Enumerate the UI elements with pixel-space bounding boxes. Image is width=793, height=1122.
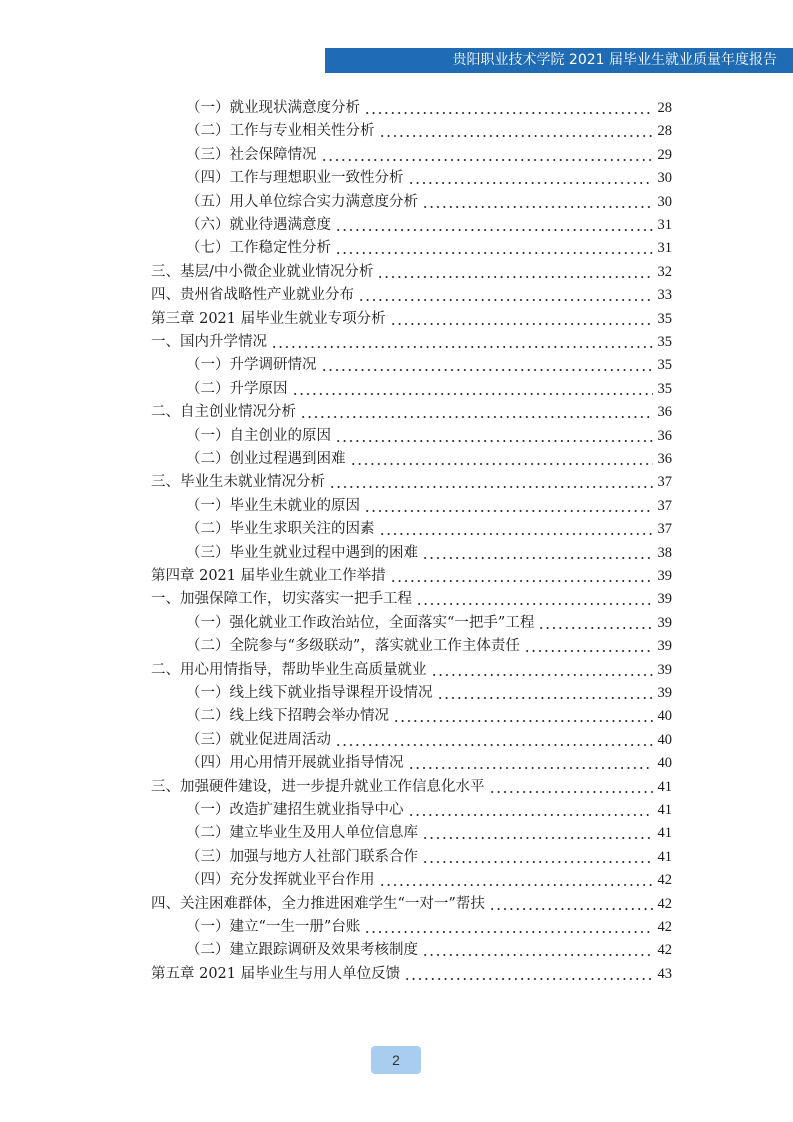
toc-leader-dots: [379, 533, 654, 535]
toc-entry-label: 二、用心用情指导，帮助毕业生高质量就业: [151, 661, 427, 678]
toc-entry[interactable]: [151, 775, 672, 797]
toc-entry[interactable]: [186, 96, 672, 118]
toc-entry[interactable]: [151, 962, 672, 984]
toc-entry[interactable]: [186, 868, 672, 890]
toc-entry-label: 三、毕业生未就业情况分析: [151, 474, 325, 491]
toc-leader-dots: [408, 182, 654, 184]
toc-entry[interactable]: [186, 681, 672, 703]
toc-leader-dots: [364, 112, 653, 114]
toc-entry-page: 38: [657, 544, 672, 561]
toc-entry[interactable]: [186, 728, 672, 750]
toc-leader-dots: [300, 416, 653, 418]
toc-entry[interactable]: [186, 938, 672, 960]
toc-leader-dots: [431, 674, 654, 676]
toc-entry-page: 41: [657, 848, 672, 865]
toc-entry[interactable]: [186, 494, 672, 516]
toc-entry-label: （二）毕业生求职关注的因素: [186, 521, 375, 538]
toc-entry-label: （二）线上线下招聘会举办情况: [186, 708, 389, 725]
toc-entry-page: 41: [657, 802, 672, 818]
toc-entry-label: 第三章 2021 届毕业生就业专项分析: [151, 310, 386, 327]
toc-leader-dots: [364, 931, 653, 933]
toc-leader-dots: [321, 159, 654, 161]
toc-leader-dots: [489, 908, 653, 910]
toc-entry-page: 40: [657, 708, 672, 725]
toc-entry[interactable]: [186, 634, 672, 656]
toc-entry-page: 41: [657, 778, 672, 795]
page-number: 2: [392, 1052, 400, 1068]
toc-entry-label: （三）就业促进周活动: [186, 731, 331, 748]
toc-entry-page: 35: [657, 334, 672, 350]
toc-entry-label: 二、自主创业情况分析: [151, 404, 296, 421]
toc-entry-page: 35: [657, 357, 672, 374]
toc-leader-dots: [335, 744, 653, 746]
toc-leader-dots: [329, 486, 653, 488]
toc-entry-page: 39: [657, 614, 672, 631]
toc-entry-page: 28: [657, 123, 672, 140]
toc-leader-dots: [390, 580, 653, 582]
toc-entry-page: 40: [657, 755, 672, 772]
toc-leader-dots: [437, 697, 654, 699]
toc-entry-page: 35: [657, 380, 672, 397]
toc-leader-dots: [292, 393, 654, 395]
toc-entry[interactable]: [186, 751, 672, 773]
toc-entry-label: 四、关注困难群体，全力推进困难学生“一对一”帮扶: [151, 895, 485, 912]
toc-entry-label: 三、基层/中小微企业就业情况分析: [151, 263, 374, 280]
toc-entry[interactable]: [186, 845, 672, 867]
toc-entry-page: 43: [657, 965, 672, 982]
toc-leader-dots: [335, 440, 653, 442]
toc-entry-label: （一）强化就业工作政治站位，全面落实“一把手”工程: [186, 614, 535, 631]
toc-entry[interactable]: [151, 470, 672, 492]
toc-leader-dots: [350, 463, 654, 465]
toc-leader-dots: [422, 861, 653, 863]
toc-entry-page: 31: [657, 240, 672, 257]
toc-entry-page: 37: [657, 497, 672, 514]
toc-leader-dots: [422, 557, 653, 559]
toc-entry-label: （二）升学原因: [186, 380, 288, 397]
toc-entry-label: （一）自主创业的原因: [186, 427, 331, 444]
toc-entry[interactable]: [186, 236, 672, 258]
toc-entry-label: （四）用心用情开展就业指导情况: [186, 755, 404, 772]
toc-entry[interactable]: [151, 307, 672, 329]
toc-entry[interactable]: [186, 119, 672, 141]
toc-entry-label: 三、加强硬件建设，进一步提升就业工作信息化水平: [151, 778, 485, 795]
toc-entry-page: 40: [657, 731, 672, 748]
toc-leader-dots: [416, 603, 653, 605]
toc-entry-label: 一、国内升学情况: [151, 334, 267, 350]
toc-entry[interactable]: [186, 353, 672, 375]
toc-entry-label: 一、加强保障工作，切实落实一把手工程: [151, 591, 412, 608]
toc-leader-dots: [393, 720, 653, 722]
toc-entry-label: （一）升学调研情况: [186, 357, 317, 374]
toc-leader-dots: [335, 252, 653, 254]
toc-leader-dots: [321, 369, 654, 371]
toc-entry-page: 39: [657, 685, 672, 701]
toc-entry[interactable]: [151, 400, 672, 422]
toc-entry-label: （二）建立毕业生及用人单位信息库: [186, 825, 418, 842]
toc-entry-page: 36: [657, 427, 672, 444]
toc-leader-dots: [422, 206, 653, 208]
toc-leader-dots: [390, 323, 653, 325]
toc-entry-label: 第五章 2021 届毕业生与用人单位反馈: [151, 965, 401, 982]
toc-entry-label: （二）全院参与“多级联动”，落实就业工作主体责任: [186, 638, 520, 655]
toc-entry-page: 42: [657, 872, 672, 889]
toc-entry[interactable]: [151, 658, 672, 680]
toc-entry-page: 37: [657, 474, 672, 491]
toc-leader-dots: [364, 510, 653, 512]
report-title: 贵阳职业技术学院 2021 届毕业生就业质量年度报告: [452, 52, 777, 68]
toc-entry[interactable]: [186, 821, 672, 843]
toc-entry-label: 四、贵州省战略性产业就业分布: [151, 287, 354, 304]
toc-leader-dots: [524, 650, 653, 652]
toc-entry-label: （二）创业过程遇到困难: [186, 451, 346, 467]
toc-entry[interactable]: [186, 517, 672, 539]
toc-entry[interactable]: [151, 892, 672, 914]
toc-leader-dots: [271, 346, 653, 348]
toc-leader-dots: [422, 954, 653, 956]
toc-entry-label: （三）毕业生就业过程中遇到的困难: [186, 544, 418, 561]
toc-leader-dots: [408, 814, 654, 816]
toc-entry[interactable]: [186, 143, 672, 165]
toc-entry[interactable]: [186, 798, 672, 820]
toc-entry[interactable]: [186, 704, 672, 726]
toc-entry[interactable]: [186, 611, 672, 633]
toc-leader-dots: [379, 135, 654, 137]
toc-entry-page: 32: [657, 263, 672, 280]
toc-leader-dots: [422, 837, 653, 839]
toc-leader-dots: [379, 884, 654, 886]
toc-entry-page: 39: [657, 638, 672, 655]
header-bar: [325, 48, 793, 73]
toc-entry-page: 30: [657, 170, 672, 187]
toc-entry-page: 42: [657, 919, 672, 935]
toc-entry[interactable]: [186, 166, 672, 188]
toc-entry-label: （二）工作与专业相关性分析: [186, 123, 375, 140]
toc-entry[interactable]: [186, 213, 672, 235]
toc-entry-label: （一）线上线下就业指导课程开设情况: [186, 685, 433, 701]
toc-leader-dots: [377, 276, 653, 278]
toc-entry-page: 28: [657, 100, 672, 116]
toc-entry-label: （一）建立“一生一册”台账: [186, 919, 361, 935]
toc-leader-dots: [408, 767, 654, 769]
toc-entry-label: （五）用人单位综合实力满意度分析: [186, 193, 418, 210]
toc-leader-dots: [335, 229, 653, 231]
toc-leader-dots: [358, 299, 653, 301]
toc-entry-page: 39: [657, 568, 672, 584]
toc-entry[interactable]: [186, 377, 672, 399]
toc-entry-page: 29: [657, 146, 672, 163]
toc-entry-label: （四）工作与理想职业一致性分析: [186, 170, 404, 187]
toc-entry-label: （一）就业现状满意度分析: [186, 100, 360, 116]
toc-entry-page: 36: [657, 451, 672, 467]
toc-leader-dots: [404, 978, 653, 980]
toc-entry[interactable]: [186, 447, 672, 469]
toc-entry-page: 39: [657, 661, 672, 678]
toc-entry[interactable]: [186, 424, 672, 446]
toc-entry-page: 39: [657, 591, 672, 608]
toc-entry-label: （四）充分发挥就业平台作用: [186, 872, 375, 889]
toc-entry-label: （三）加强与地方人社部门联系合作: [186, 848, 418, 865]
toc-entry[interactable]: [186, 541, 672, 563]
toc-entry[interactable]: [151, 587, 672, 609]
toc-entry-page: 36: [657, 404, 672, 421]
toc-entry-page: 30: [657, 193, 672, 210]
toc-entry[interactable]: [151, 283, 672, 305]
toc-entry-page: 31: [657, 217, 672, 233]
toc-entry[interactable]: [186, 915, 672, 937]
toc-entry-page: 37: [657, 521, 672, 538]
toc-entry-page: 42: [657, 895, 672, 912]
toc-entry[interactable]: [151, 330, 672, 352]
toc-entry-page: 42: [657, 942, 672, 959]
toc-leader-dots: [489, 791, 654, 793]
toc-entry-label: （一）改造扩建招生就业指导中心: [186, 802, 404, 818]
toc-entry[interactable]: [151, 564, 672, 586]
toc-entry[interactable]: [186, 190, 672, 212]
toc-entry[interactable]: [151, 260, 672, 282]
toc-entry-page: 35: [657, 310, 672, 327]
toc-entry-label: （二）建立跟踪调研及效果考核制度: [186, 942, 418, 959]
toc-entry-label: （三）社会保障情况: [186, 146, 317, 163]
toc-entry-label: （六）就业待遇满意度: [186, 217, 331, 233]
toc-entry-page: 33: [657, 287, 672, 304]
toc-entry-label: 第四章 2021 届毕业生就业工作举措: [151, 568, 386, 584]
page-number-badge: [371, 1046, 421, 1074]
toc-leader-dots: [538, 627, 653, 629]
toc-entry-label: （七）工作稳定性分析: [186, 240, 331, 257]
toc-entry-label: （一）毕业生未就业的原因: [186, 497, 360, 514]
toc-entry-page: 41: [657, 825, 672, 842]
